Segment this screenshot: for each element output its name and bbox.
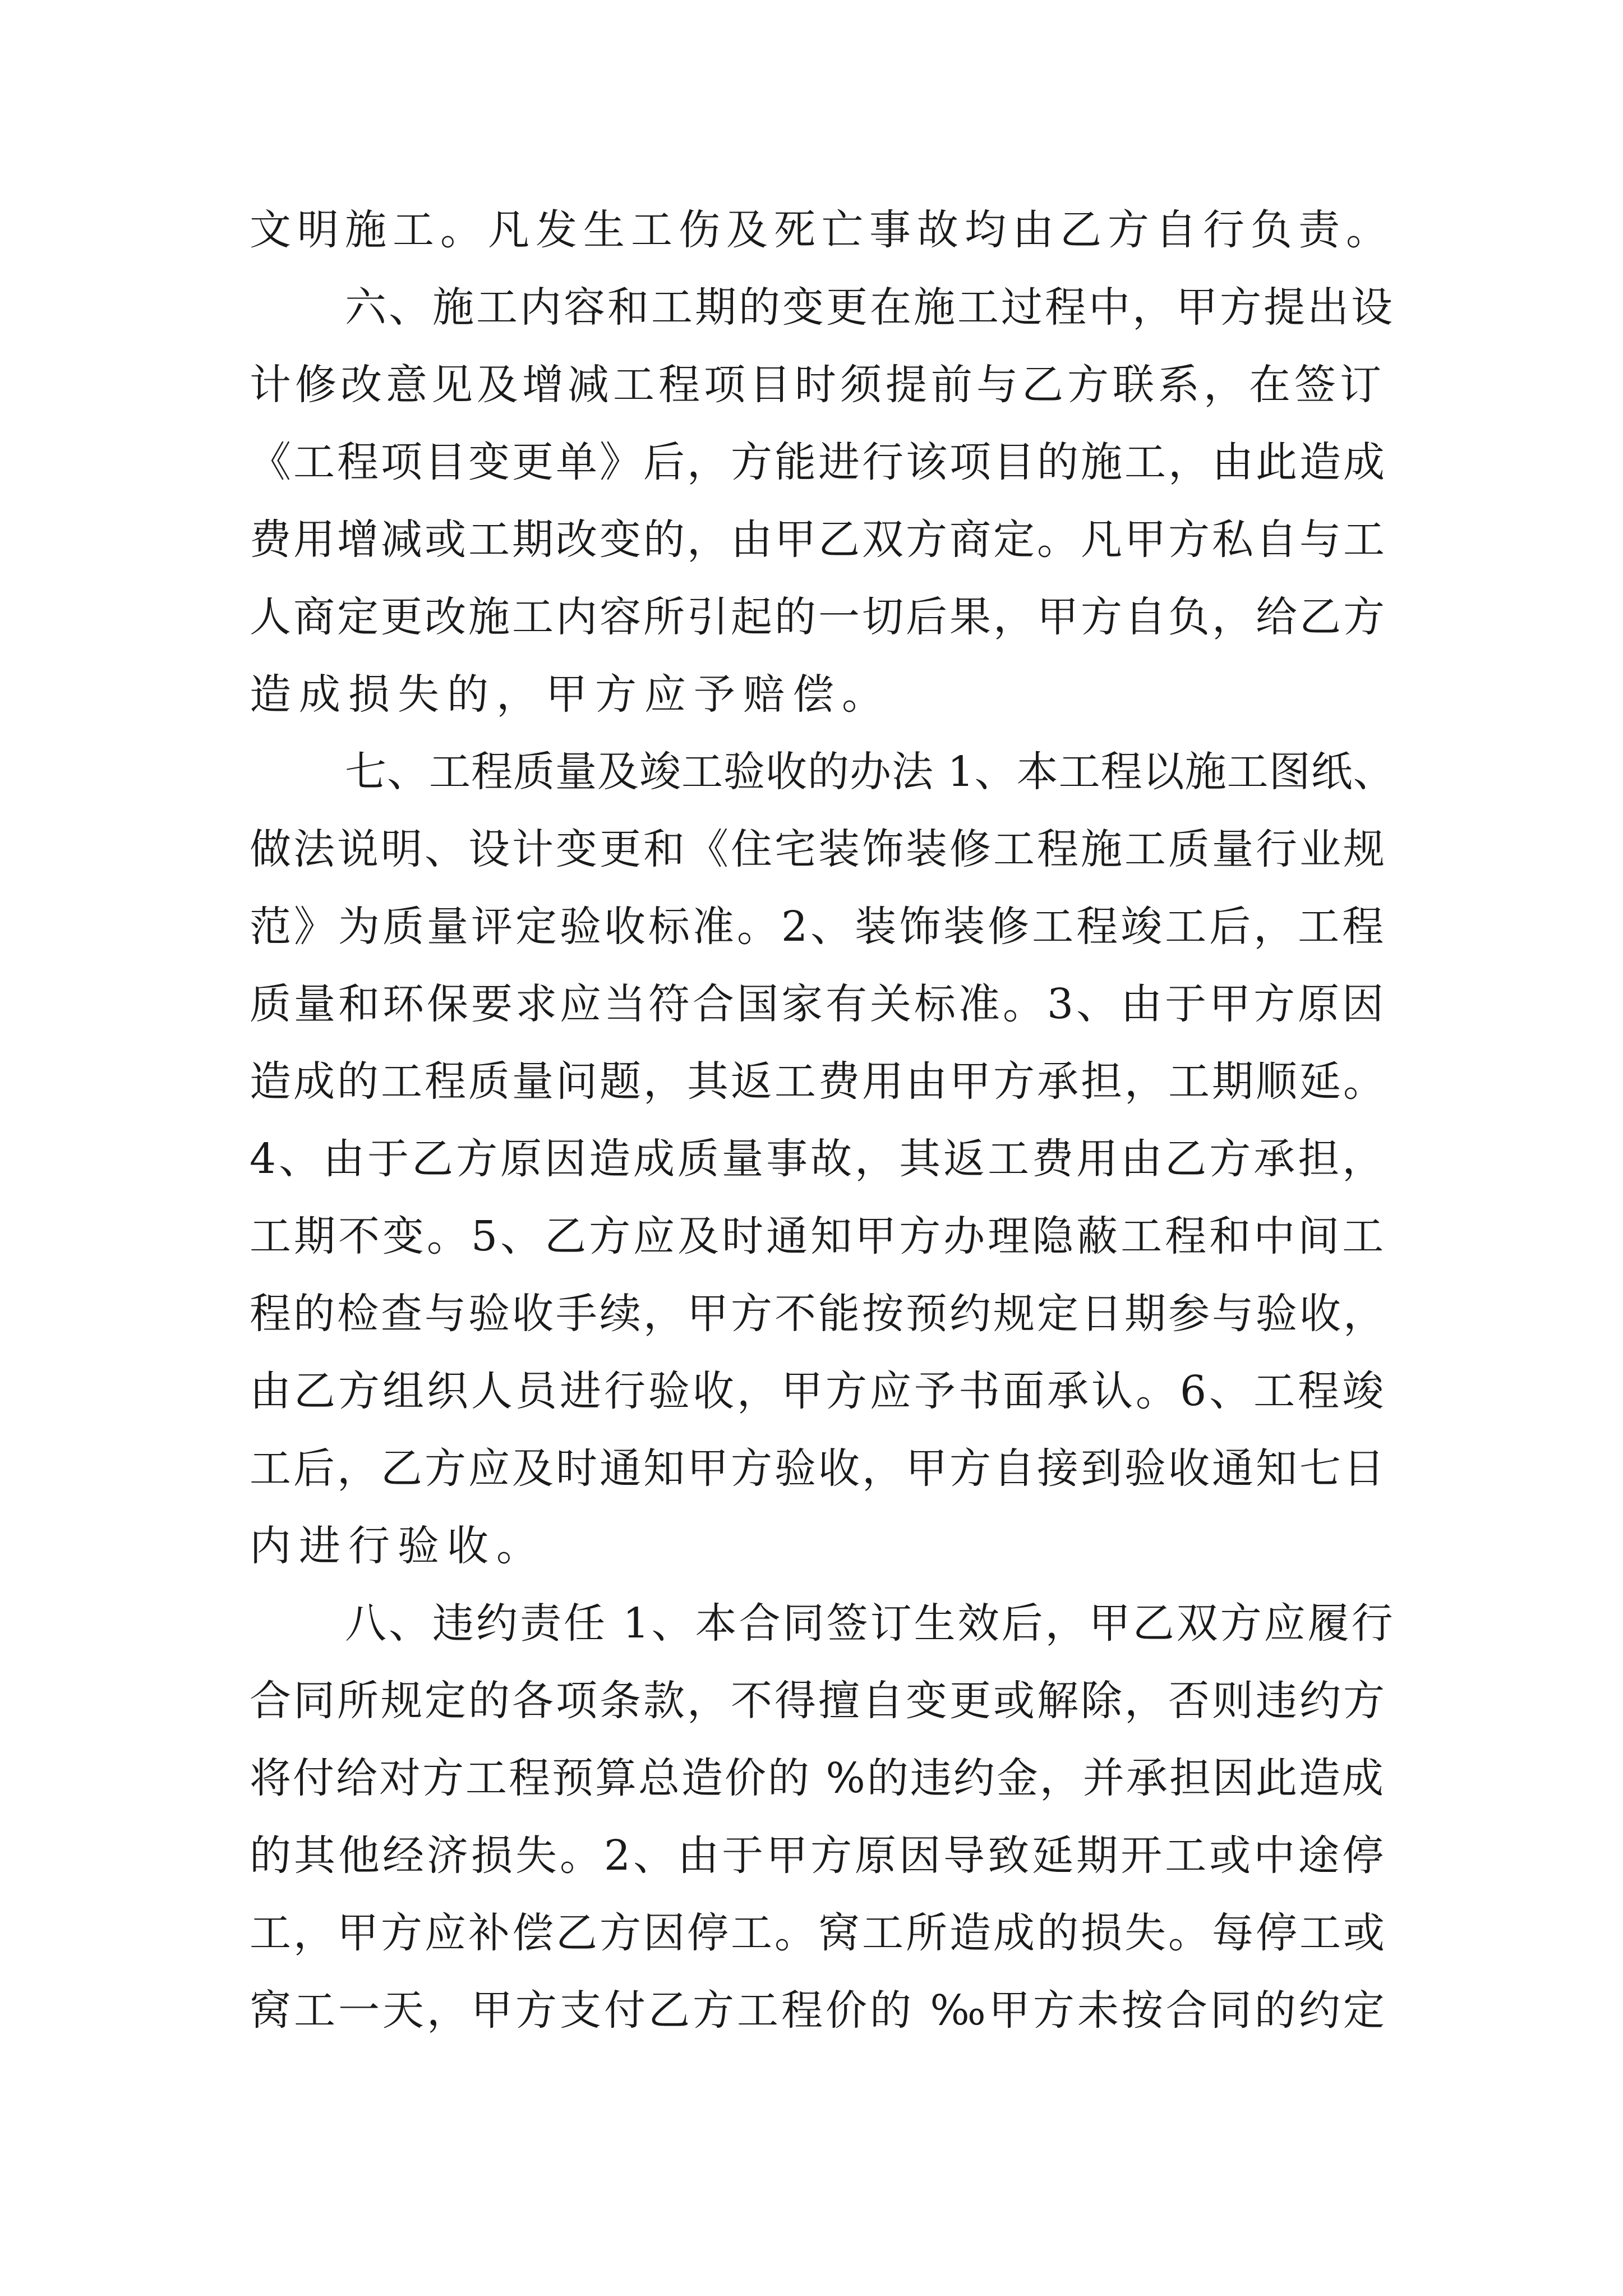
text-line: 窝工一天，甲方支付乙方工程价的 ‰甲方未按合同的约定 [250, 1986, 1387, 2035]
text-line: 的其他经济损失。2、由于甲方原因导致延期开工或中途停 [250, 1832, 1387, 1880]
text-line: 范》为质量评定验收标准。2、装饰装修工程竣工后，工程 [250, 903, 1387, 951]
text-line: 内进行验收。 [250, 1522, 546, 1570]
section-7-heading-line: 七、工程质量及竣工验收的办法 1、本工程以施工图纸、 [345, 748, 1395, 796]
text-line: 造成损失的，甲方应予赔偿。 [250, 670, 891, 719]
text-line: 《工程项目变更单》后，方能进行该项目的施工，由此造成 [250, 438, 1387, 486]
text-line: 费用增减或工期改变的，由甲乙双方商定。凡甲方私自与工 [250, 516, 1387, 564]
text-line: 工后，乙方应及时通知甲方验收，甲方自接到验收通知七日 [250, 1444, 1387, 1493]
text-line: 4、由于乙方原因造成质量事故，其返工费用由乙方承担， [250, 1135, 1387, 1183]
text-line: 工期不变。5、乙方应及时通知甲方办理隐蔽工程和中间工 [250, 1212, 1387, 1260]
text-line: 文明施工。凡发生工伤及死亡事故均由乙方自行负责。 [250, 206, 1394, 254]
section-8-heading-line: 八、违约责任 1、本合同签订生效后，甲乙双方应履行 [345, 1599, 1395, 1648]
text-line: 由乙方组织人员进行验收，甲方应予书面承认。6、工程竣 [250, 1367, 1387, 1415]
text-line: 人商定更改施工内容所引起的一切后果，甲方自负，给乙方 [250, 593, 1387, 641]
text-line: 造成的工程质量问题，其返工费用由甲方承担，工期顺延。 [250, 1057, 1387, 1106]
text-line: 程的检查与验收手续，甲方不能按预约规定日期参与验收， [250, 1290, 1387, 1338]
text-line: 做法说明、设计变更和《住宅装饰装修工程施工质量行业规 [250, 825, 1387, 873]
text-line: 质量和环保要求应当符合国家有关标准。3、由于甲方原因 [250, 980, 1387, 1028]
section-6-heading-line: 六、施工内容和工期的变更在施工过程中，甲方提出设 [345, 283, 1395, 332]
text-line: 工，甲方应补偿乙方因停工。窝工所造成的损失。每停工或 [250, 1909, 1387, 1957]
text-line: 合同所规定的各项条款，不得擅自变更或解除，否则违约方 [250, 1677, 1387, 1725]
text-line: 计修改意见及增减工程项目时须提前与乙方联系，在签订 [250, 361, 1385, 409]
text-line: 将付给对方工程预算总造价的 %的违约金，并承担因此造成 [250, 1754, 1385, 1802]
